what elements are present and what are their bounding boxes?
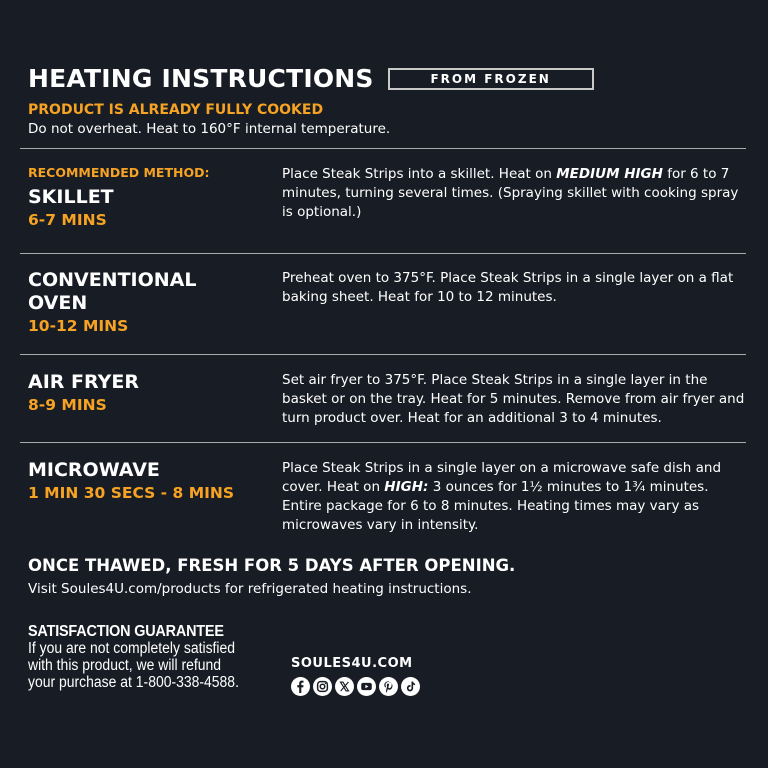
method-time: 8-9 MINS xyxy=(28,396,107,414)
website-link[interactable]: SOULES4U.COM xyxy=(291,656,413,671)
recommended-label: RECOMMENDED METHOD: xyxy=(28,165,210,180)
divider xyxy=(20,442,746,443)
x-icon[interactable] xyxy=(335,677,354,696)
page-title: HEATING INSTRUCTIONS xyxy=(28,64,374,93)
method-name: SKILLET xyxy=(28,186,114,208)
method-time: 6-7 MINS xyxy=(28,211,107,229)
divider xyxy=(20,148,746,149)
guarantee-text: If you are not completely satisfied with this product, we will refund your purchase at 1-800-338-4588. xyxy=(28,640,239,691)
title-row xyxy=(28,64,594,93)
tiktok-icon[interactable] xyxy=(401,677,420,696)
social-icons xyxy=(291,677,420,696)
guarantee-title: SATISFACTION GUARANTEE xyxy=(28,623,224,640)
method-description: Preheat oven to 375°F. Place Steak Strips in a single layer on a flat baking sheet. Heat for 10 to 12 minutes. xyxy=(282,270,734,305)
method-description: Place Steak Strips in a single layer on a microwave safe dish and cover. Heat on HIGH: 3 ounces for 1½ minutes to 1¾ minutes. Entire package for 6 to 8 minutes. Heating times may vary as microwaves vary in intensity. xyxy=(282,460,722,533)
method-description: Set air fryer to 375°F. Place Steak Strips in a single layer in the basket or on the tray. Heat for 5 minutes. Remove from air fryer and turn product over. Heat for an additional 3 to 4 minutes. xyxy=(282,372,745,426)
youtube-icon[interactable] xyxy=(357,677,376,696)
divider xyxy=(20,354,746,355)
refrigerated-instructions-link: Visit Soules4U.com/products for refrigerated heating instructions. xyxy=(28,581,472,597)
overheat-note: Do not overheat. Heat to 160°F internal temperature. xyxy=(28,121,391,137)
method-name: MICROWAVE xyxy=(28,459,160,481)
from-frozen-badge: FROM FROZEN xyxy=(388,68,594,90)
method-name-line2: OVEN xyxy=(28,292,88,314)
method-name: AIR FRYER xyxy=(28,371,139,393)
pinterest-icon[interactable] xyxy=(379,677,398,696)
method-description: Place Steak Strips into a skillet. Heat on MEDIUM HIGH for 6 to 7 minutes, turning several times. (Spraying skillet with cooking spray is optional.) xyxy=(282,166,739,220)
method-time: 10-12 MINS xyxy=(28,317,129,335)
fully-cooked-warning: PRODUCT IS ALREADY FULLY COOKED xyxy=(28,102,324,118)
facebook-icon[interactable] xyxy=(291,677,310,696)
method-time: 1 MIN 30 SECS - 8 MINS xyxy=(28,484,235,502)
instagram-icon[interactable] xyxy=(313,677,332,696)
method-name-line1: CONVENTIONAL xyxy=(28,269,197,291)
thawed-freshness-note: ONCE THAWED, FRESH FOR 5 DAYS AFTER OPENING. xyxy=(28,556,516,575)
divider xyxy=(20,253,746,254)
